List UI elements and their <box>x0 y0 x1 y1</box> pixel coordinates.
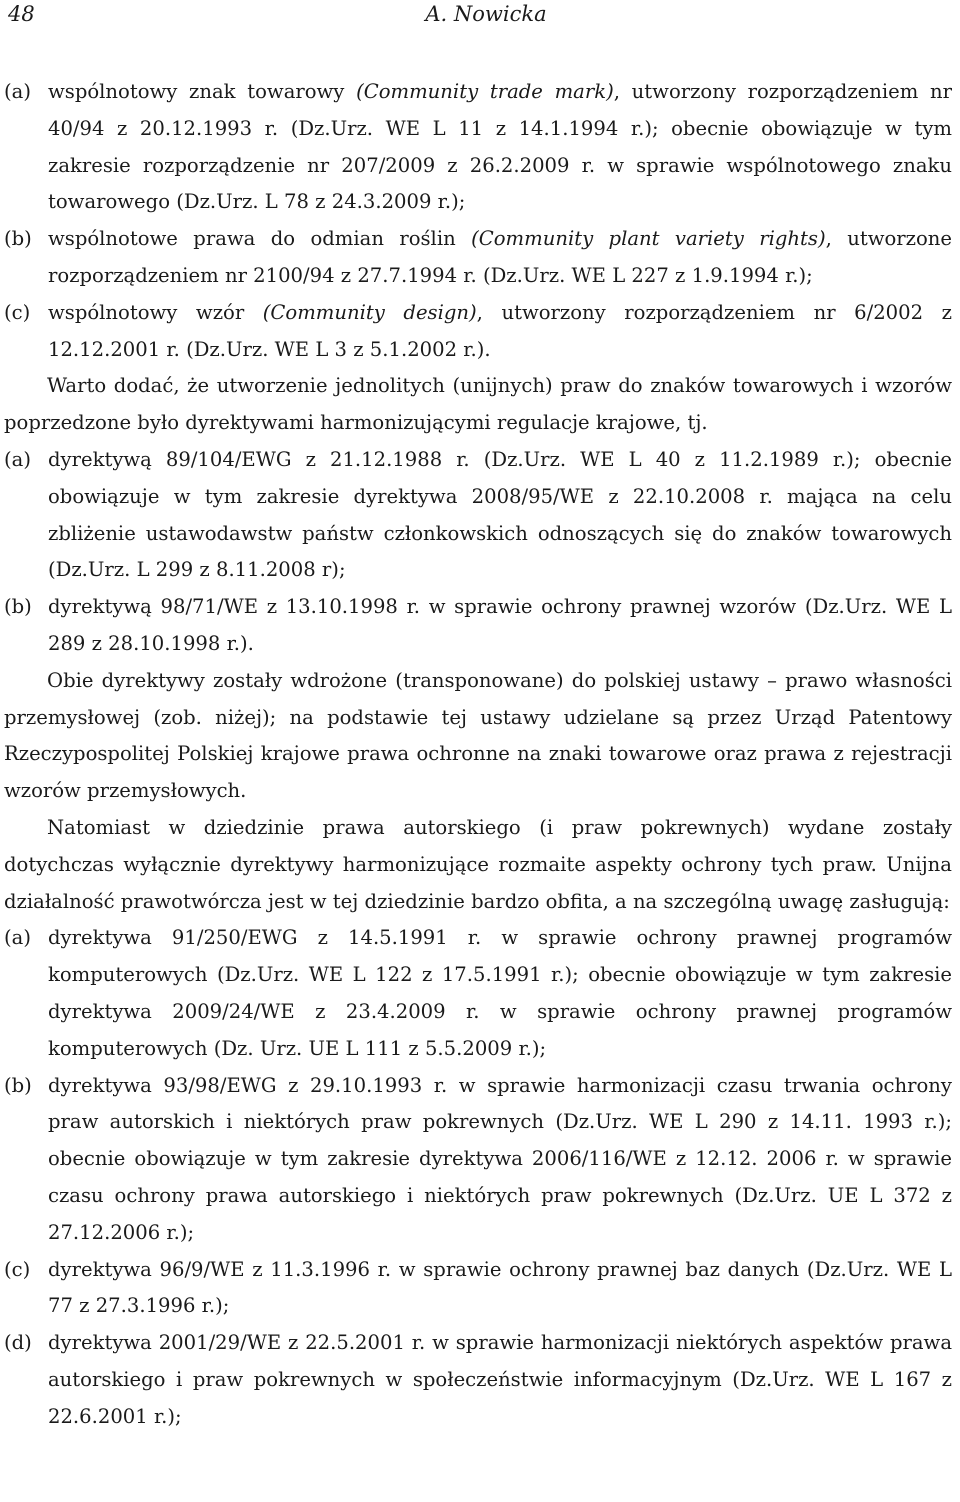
text-run: , utworzony rozporządzeniem nr 6/2002 z 12.12.2001 r. (Dz.Urz. WE L 3 z 5.1.2002 r.). <box>48 300 952 361</box>
page-number: 48 <box>8 2 35 26</box>
list-marker: (c) <box>4 300 31 324</box>
list-item-text <box>48 221 952 295</box>
italic-term: (Community plant variety rights) <box>471 227 826 251</box>
text-run: , utworzony rozporządzeniem nr 40/94 z 20.12.1993 r. (Dz.Urz. WE L 11 z 14.1.1994 r.); obecnie obowiązuje w tym zakresie rozporządzenie nr 207/2009 z 26.2.2009 r. w sprawie wspólnotowego znaku towarowego (Dz.Urz. L 78 z 24.3.2009 r.); <box>48 80 953 214</box>
text-run: wspólnotowe prawa do odmian roślin <box>48 227 472 251</box>
text-run: , utworzone rozporządzeniem nr 2100/94 z 27.7.1994 r. (Dz.Urz. WE L 227 z 1.9.1994 r.); <box>48 227 952 287</box>
list-marker: (b) <box>4 227 32 251</box>
list-marker: (c) <box>4 1257 31 1281</box>
running-header <box>4 0 952 32</box>
list-item-text: dyrektywa 91/250/EWG z 14.5.1991 r. w sprawie ochrony prawnej programów komputerowych (Dz.Urz. WE L 122 z 17.5.1991 r.); obecnie obowiązuje w tym zakresie dyrektywa 2009/24/WE z 23.4.2009 r. w sprawie ochrony prawnej programów komputerowych (Dz. Urz. UE L 111 z 5.5.2009 r.); <box>48 926 952 1060</box>
list-marker: (a) <box>4 80 31 103</box>
running-title: A. Nowicka <box>425 2 547 26</box>
harmonizing-directives-list <box>4 442 952 663</box>
italic-term: (Community design) <box>262 300 477 324</box>
list-item-text: dyrektywą 98/71/WE z 13.10.1998 r. w sprawie ochrony prawnej wzorów (Dz.Urz. WE L 289 z 28.10.1998 r.). <box>48 595 952 655</box>
list-item <box>4 1068 952 1252</box>
paragraph: Natomiast w dziedzinie prawa autorskiego (i praw pokrewnych) wydane zostały dotychczas wyłącznie dyrektywy harmonizujące rozmaite aspekty ochrony tych praw. Unijna działalność prawotwórcza jest w tej dziedzinie bardzo obfita, a na szczególną uwagę zasługują: <box>4 815 952 913</box>
list-item-text: dyrektywa 2001/29/WE z 22.5.2001 r. w sprawie harmonizacji niektórych aspektów prawa autorskiego i praw pokrewnych w społeczeństwie informacyjnym (Dz.Urz. WE L 167 z 22.6.2001 r.); <box>48 1331 952 1428</box>
list-item-text <box>48 295 952 369</box>
list-item <box>4 295 952 369</box>
list-item <box>4 221 952 295</box>
list-marker: (b) <box>4 595 32 619</box>
list-item <box>4 74 952 221</box>
list-item-text <box>48 74 952 221</box>
list-marker: (b) <box>4 1073 32 1097</box>
community-rights-list <box>4 74 952 368</box>
list-item-text: dyrektywa 96/9/WE z 11.3.1996 r. w sprawie ochrony prawnej baz danych (Dz.Urz. WE L 77 z 27.3.1996 r.); <box>48 1257 952 1318</box>
paragraph: Obie dyrektywy zostały wdrożone (transponowane) do polskiej ustawy – prawo własności przemysłowej (zob. niżej); na podstawie tej ustawy udzielane są przez Urząd Patentowy Rzeczypospolitej Polskiej krajowe prawa ochronne na znaki towarowe oraz prawa z rejestracji wzorów przemysłowych. <box>4 668 952 803</box>
list-marker: (a) <box>4 447 31 471</box>
list-marker: (a) <box>4 926 31 950</box>
list-item-text: dyrektywa 93/98/EWG z 29.10.1993 r. w sprawie harmonizacji czasu trwania ochrony praw autorskich i niektórych praw pokrewnych (Dz.Urz. WE L 290 z 14.11. 1993 r.); obecnie obowiązuje w tym zakresie dyrektywa 2006/116/WE z 12.12. 2006 r. w sprawie czasu ochrony prawa autorskiego i niektórych praw pokrewnych (Dz.Urz. UE L 372 z 27.12.2006 r.); <box>48 1073 952 1244</box>
list-item-text: dyrektywą 89/104/EWG z 21.12.1988 r. (Dz.Urz. WE L 40 z 11.2.1989 r.); obecnie obowiązuje w tym zakresie dyrektywa 2008/95/WE z 22.10.2008 r. mająca na celu zbliżenie ustawodawstw państw członkowskich odnoszących się do znaków towarowych (Dz.Urz. L 299 z 8.11.2008 r); <box>48 447 952 582</box>
list-item <box>4 1325 952 1435</box>
italic-term: (Community trade mark) <box>356 80 614 103</box>
text-run: wspólnotowy znak towarowy <box>48 80 357 103</box>
list-marker: (d) <box>4 1331 32 1355</box>
list-item <box>4 442 952 589</box>
body-text <box>4 74 952 1435</box>
list-item <box>4 920 952 1067</box>
text-run: wspólnotowy wzór <box>48 300 263 324</box>
paragraph: Warto dodać, że utworzenie jednolitych (unijnych) praw do znaków towarowych i wzorów poprzedzone było dyrektywami harmonizującymi regulacje krajowe, tj. <box>4 374 952 435</box>
list-item <box>4 1252 952 1326</box>
copyright-directives-list <box>4 920 952 1435</box>
list-item <box>4 589 952 663</box>
